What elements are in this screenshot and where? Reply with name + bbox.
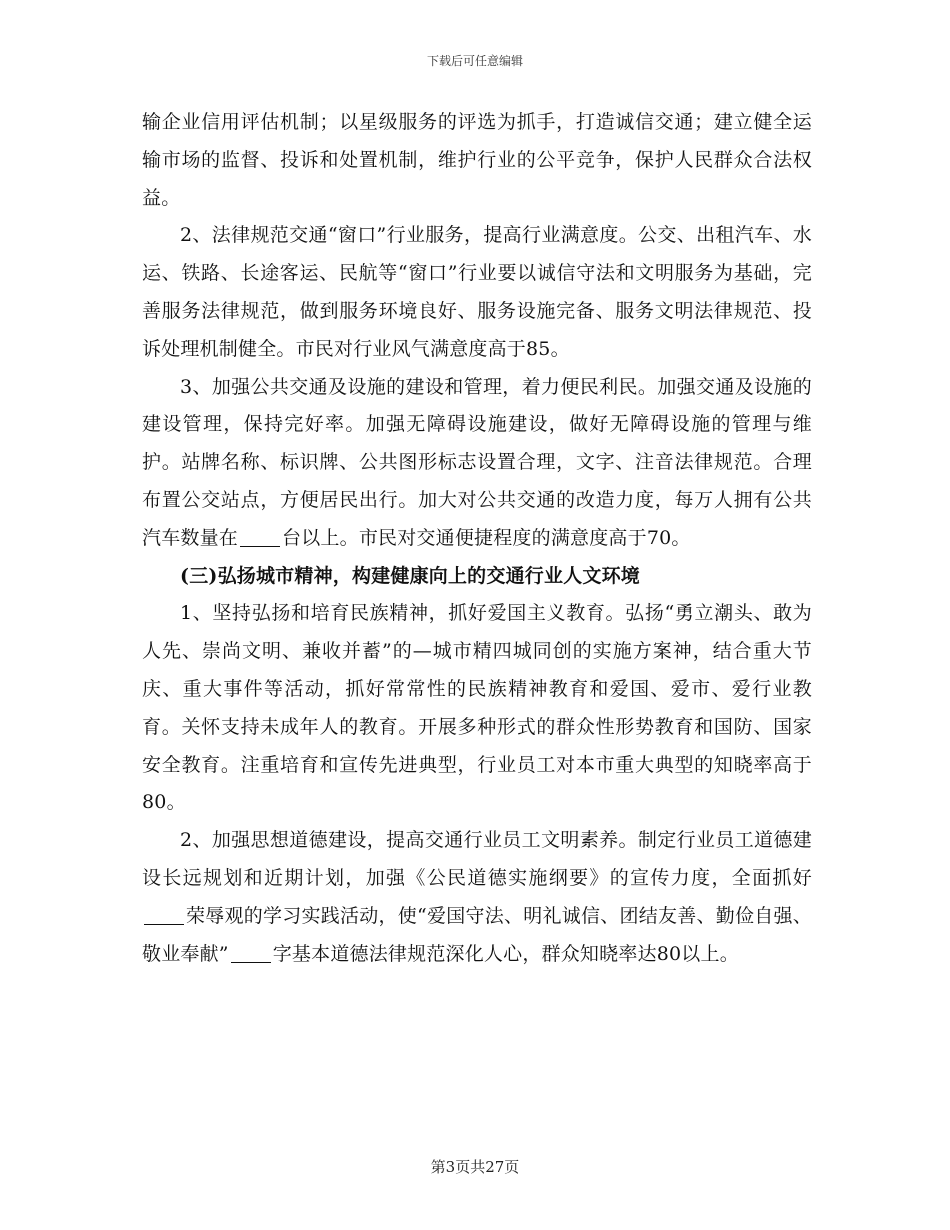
page-footer: 第3页共27页 <box>430 1158 520 1176</box>
paragraph-public-transport <box>142 369 812 558</box>
section-heading: (三)弘扬城市精神，构建健康向上的交通行业人文环境 <box>180 564 640 587</box>
text-segment: 字基本道德法律规范深化人心，群众知晓率达80以上。 <box>272 942 739 965</box>
paragraph-moral-construction <box>142 822 812 973</box>
fill-blank <box>144 905 184 925</box>
document-body <box>142 104 812 973</box>
page-header: 下载后可任意编辑 <box>426 54 523 68</box>
text-segment: 3、加强公共交通及设施的建设和管理，着力便民利民。加强交通及设施的建设管理，保持完好率。加强无障碍设施建设，做好无障碍设施的管理与维护。站牌名称、标识牌、公共图形标志设置合理，文字、注音法律规范。合理布置公交站点，方便居民出行。加大对公共交通的改造力度，每万人拥有公共汽车数量在 <box>142 375 812 549</box>
paragraph-continued: 输企业信用评估机制；以星级服务的评选为抓手，打造诚信交通；建立健全运输市场的监督、投诉和处置机制，维护行业的公平竞争，保护人民群众合法权益。 <box>142 111 812 209</box>
text-segment: 荣辱观的学习实践活动，使“爱国守法、明礼诚信、团结友善、勤俭自强、敬业奉献” <box>142 904 812 965</box>
paragraph-window-service: 2、法律规范交通“窗口”行业服务，提高行业满意度。公交、出租汽车、水运、铁路、长途客运、民航等“窗口”行业要以诚信守法和文明服务为基础，完善服务法律规范，做到服务环境良好、服务设施完备、服务文明法律规范、投诉处理机制健全。市民对行业风气满意度高于85。 <box>142 224 812 360</box>
fill-blank <box>240 527 280 547</box>
text-segment: 台以上。市民对交通便捷程度的满意度高于70。 <box>282 526 691 549</box>
fill-blank <box>231 943 271 963</box>
text-segment: 2、加强思想道德建设，提高交通行业员工文明素养。制定行业员工道德建设长远规划和近期计划，加强《公民道德实施纲要》的宣传力度，全面抓好 <box>142 829 812 889</box>
paragraph-national-spirit: 1、坚持弘扬和培育民族精神，抓好爱国主义教育。弘扬“勇立潮头、敢为人先、崇尚文明、兼收并蓄”的—城市精四城同创的实施方案神，结合重大节庆、重大事件等活动，抓好常常性的民族精神教育和爱国、爱市、爱行业教育。关怀支持未成年人的教育。开展多种形式的群众性形势教育和国防、国家安全教育。注重培育和宣传先进典型，行业员工对本市重大典型的知晓率高于80。 <box>142 602 812 814</box>
